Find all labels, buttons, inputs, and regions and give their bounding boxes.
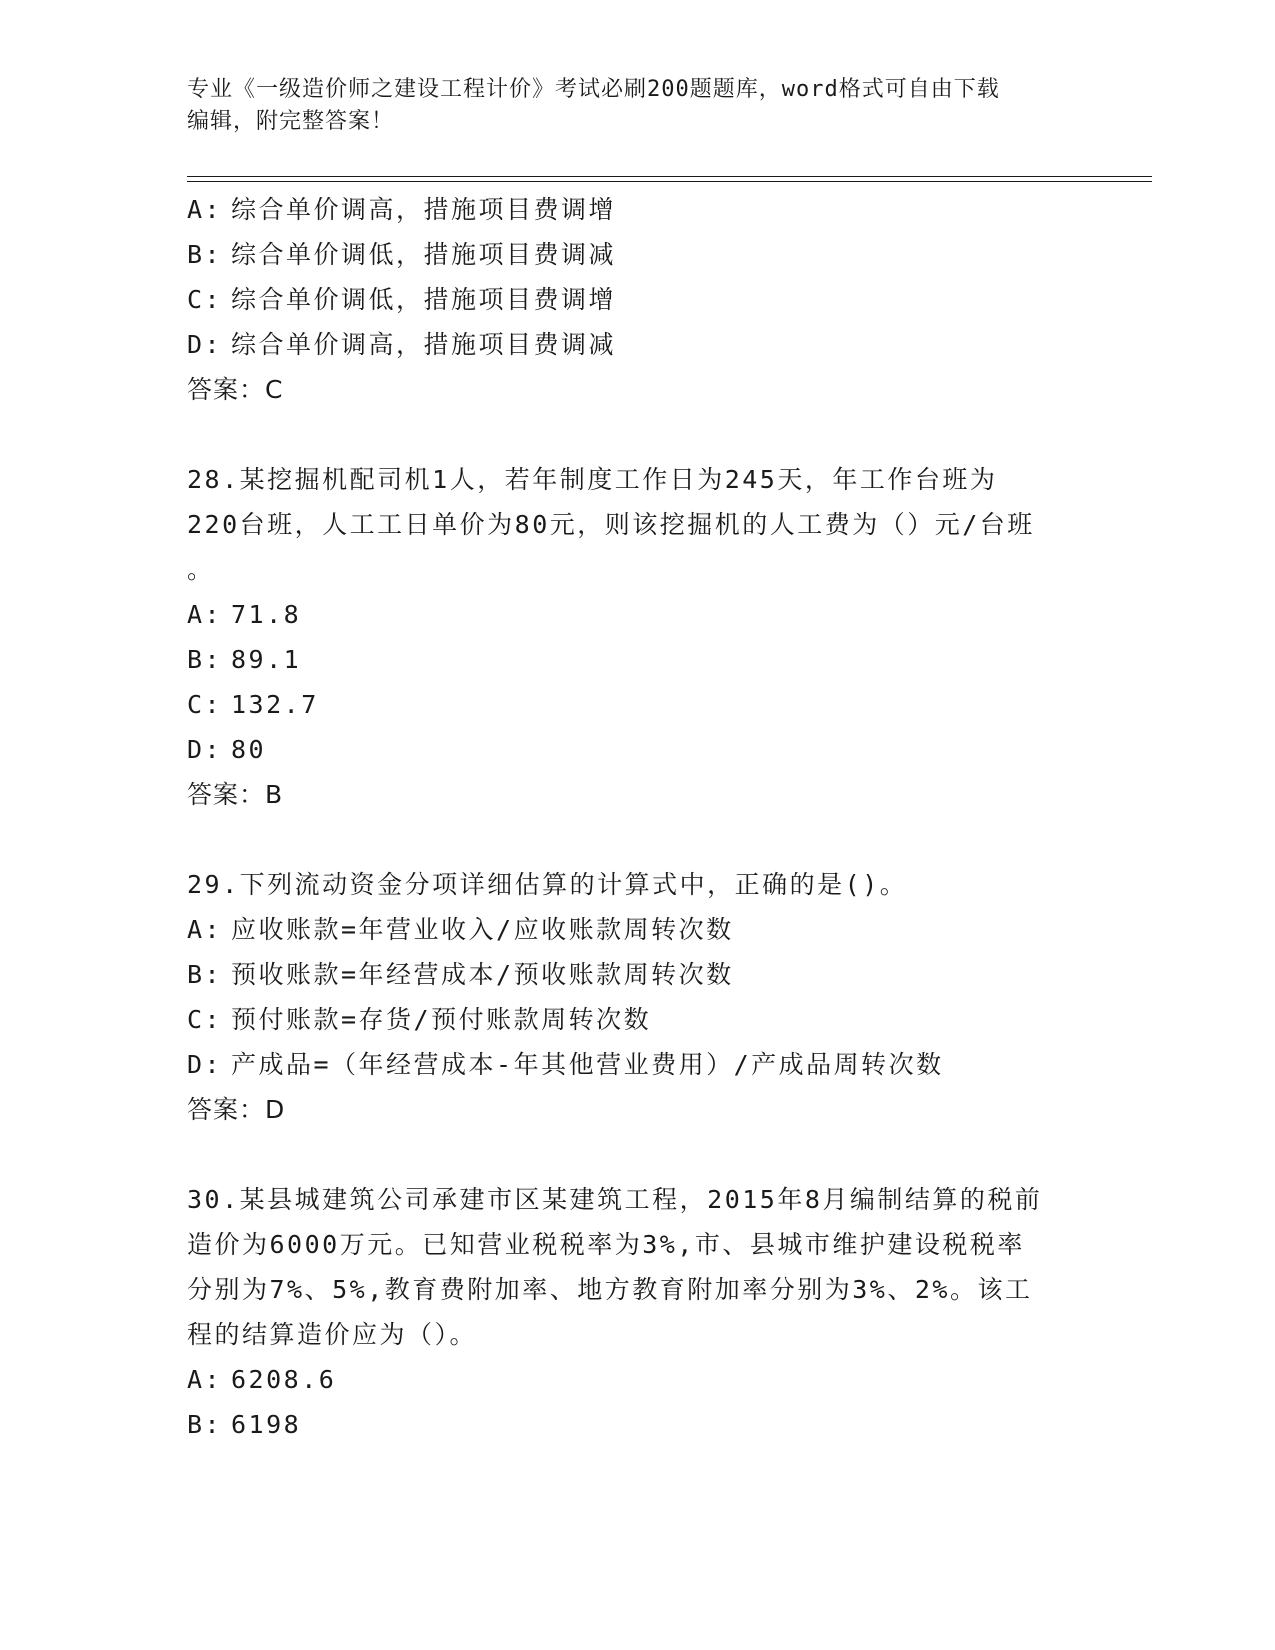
header-line-2: 编辑，附完整答案！ <box>187 109 395 134</box>
option-letter: A: <box>187 1365 223 1394</box>
question-28 <box>187 457 1087 817</box>
option-letter: B: <box>187 240 223 269</box>
q30-stem-line-3: 分别为7%、5%,教育费附加率、地方教育附加率分别为3%、2%。该工 <box>187 1275 1033 1304</box>
spacer <box>187 1132 1087 1177</box>
header-divider-top <box>187 176 1152 177</box>
q29-option-d <box>187 1042 1087 1087</box>
q27-option-d <box>187 322 1087 367</box>
option-letter: A: <box>187 915 223 944</box>
option-text: 综合单价调低，措施项目费调增 <box>231 285 617 314</box>
q28-option-a <box>187 592 1087 637</box>
q28-stem-line-1: 28.某挖掘机配司机1人，若年制度工作日为245天，年工作台班为 <box>187 465 998 494</box>
option-letter: D: <box>187 735 223 764</box>
option-text: 6208.6 <box>231 1365 337 1394</box>
option-text: 产成品=（年经营成本-年其他营业费用）/产成品周转次数 <box>231 1050 944 1079</box>
q28-option-c <box>187 682 1087 727</box>
q29-option-b <box>187 952 1087 997</box>
question-30 <box>187 1177 1087 1447</box>
q27-option-b <box>187 232 1087 277</box>
option-letter: D: <box>187 330 223 359</box>
q29-option-c <box>187 997 1087 1042</box>
q28-stem-line-3: 。 <box>187 555 215 584</box>
option-letter: C: <box>187 1005 223 1034</box>
q30-stem-line-1: 30.某县城建筑公司承建市区某建筑工程，2015年8月编制结算的税前 <box>187 1185 1043 1214</box>
question-27 <box>187 187 1087 412</box>
option-letter: B: <box>187 1410 223 1439</box>
spacer <box>187 817 1087 862</box>
option-letter: D: <box>187 1050 223 1079</box>
q27-option-a <box>187 187 1087 232</box>
option-letter: C: <box>187 690 223 719</box>
header-divider-bottom <box>187 181 1152 182</box>
option-text: 71.8 <box>231 600 302 629</box>
question-content <box>187 187 1087 1447</box>
q27-option-c <box>187 277 1087 322</box>
document-header <box>187 74 1077 138</box>
option-text: 80 <box>231 735 267 764</box>
option-letter: C: <box>187 285 223 314</box>
q30-option-a <box>187 1357 1087 1402</box>
option-letter: B: <box>187 960 223 989</box>
q29-option-a <box>187 907 1087 952</box>
option-text: 应收账款=年营业收入/应收账款周转次数 <box>231 915 734 944</box>
option-text: 综合单价调高，措施项目费调增 <box>231 195 617 224</box>
q28-option-d <box>187 727 1087 772</box>
q29-stem-line-1: 29.下列流动资金分项详细估算的计算式中，正确的是()。 <box>187 870 908 899</box>
option-text: 6198 <box>231 1410 302 1439</box>
q30-stem-line-2: 造价为6000万元。已知营业税税率为3%,市、县城市维护建设税税率 <box>187 1230 1025 1259</box>
q28-answer: 答案：B <box>187 780 284 809</box>
option-letter: A: <box>187 195 223 224</box>
option-text: 89.1 <box>231 645 302 674</box>
q28-option-b <box>187 637 1087 682</box>
header-line-1: 专业《一级造价师之建设工程计价》考试必刷200题题库，word格式可自由下载 <box>187 77 1000 102</box>
spacer <box>187 412 1087 457</box>
option-text: 132.7 <box>231 690 319 719</box>
q30-option-b <box>187 1402 1087 1447</box>
question-29 <box>187 862 1087 1132</box>
option-text: 综合单价调高，措施项目费调减 <box>231 330 617 359</box>
option-text: 预付账款=存货/预付账款周转次数 <box>231 1005 652 1034</box>
q28-stem-line-2: 220台班，人工工日单价为80元，则该挖掘机的人工费为（）元/台班 <box>187 510 1035 539</box>
q27-answer: 答案：C <box>187 375 284 404</box>
option-text: 预收账款=年经营成本/预收账款周转次数 <box>231 960 734 989</box>
option-letter: A: <box>187 600 223 629</box>
option-letter: B: <box>187 645 223 674</box>
q30-stem-line-4: 程的结算造价应为（）。 <box>187 1320 478 1349</box>
q29-answer: 答案：D <box>187 1095 286 1124</box>
option-text: 综合单价调低，措施项目费调减 <box>231 240 617 269</box>
